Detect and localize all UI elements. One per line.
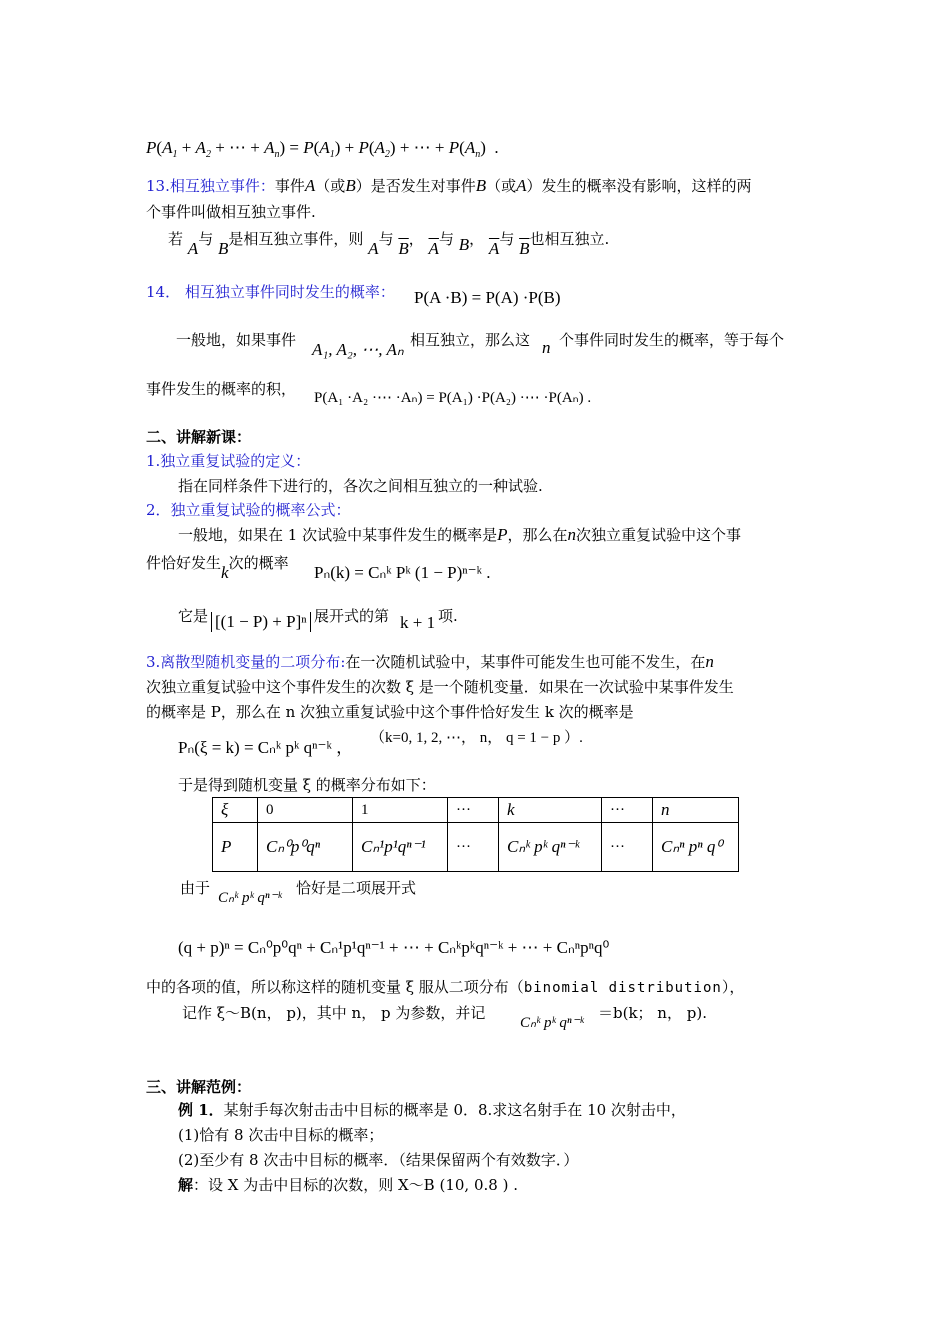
text-indep: 是相互独立事件，则 [228, 230, 364, 248]
table-cell: ··· [448, 798, 499, 823]
table-cell: Cₙ¹p¹qⁿ⁻¹ [353, 823, 448, 872]
text-ruo: 若 [168, 230, 184, 248]
var-b: B [458, 235, 470, 254]
section-3-heading: 三、讲解范例： [146, 1078, 252, 1096]
item-3-line3: 的概率是 P，那么在 n 次独立重复试验中这个事件恰好发生 k 次的概率是 [146, 703, 634, 721]
section-13-line3 [168, 229, 610, 258]
text-yu: 与 [499, 230, 515, 248]
var-a: A [516, 176, 527, 195]
item-2-line1 [178, 525, 741, 545]
table-cell: ξ [213, 798, 258, 823]
section-13-colon: ： [259, 177, 275, 195]
record-text-b: ＝b(k； n， p). [598, 1004, 707, 1022]
var-a-complement: $\overline{A}$ [488, 239, 500, 258]
item-3-title: 3.离散型随机变量的二项分布 [146, 653, 341, 671]
section-14-number: 14． [146, 283, 181, 301]
example-label: 例 1． [178, 1101, 224, 1119]
item-3-text: 在一次随机试验中，某事件可能发生也可能不发生，在 [345, 653, 706, 671]
var-p: P [497, 525, 508, 544]
var-b: B [217, 239, 229, 258]
since-text: 由于 [180, 879, 211, 897]
item-2-text: 一般地，如果在 1 次试验中某事件发生的概率是 [178, 526, 498, 544]
item-2-text: 次独立重复试验中这个事 [576, 526, 742, 544]
since-text-b: 恰好是二项展开式 [296, 879, 417, 897]
item-2-line3b [314, 606, 389, 626]
item-3-line1 [146, 652, 714, 672]
var-n: n [542, 338, 551, 357]
record-text: 记作 ξ～B(n， p)，其中 n， p 为参数，并记 [182, 1004, 486, 1022]
table-cell: ··· [448, 823, 499, 872]
record-line [182, 1003, 485, 1023]
table-cell: k [499, 798, 602, 823]
solution-text: ：设 X 为击中目标的次数，则 X～B (10, 0.8 ) . [193, 1176, 518, 1194]
section-14-line2c: 个事件同时发生的概率，等于每个 [559, 331, 785, 349]
since-expr: Cₙᵏ pᵏ qⁿ⁻ᵏ [218, 890, 282, 906]
item-1-body: 指在同样条件下进行的，各次之间相互独立的一种试验. [178, 477, 543, 495]
table-cell: n [653, 798, 739, 823]
term-index: k + 1 [400, 613, 436, 632]
text-comma: ， [469, 230, 485, 248]
section-13-title: 相互独立事件 [169, 177, 260, 195]
item-1-title: 1.独立重复试验的定义： [146, 452, 311, 470]
section-13-text: 事件 [274, 177, 305, 195]
section-2-heading: 二、讲解新课： [146, 428, 252, 446]
var-b: B [475, 176, 487, 195]
solution-line [178, 1175, 518, 1195]
conclusion-text: 中的各项的值，所以称这样的随机变量 ξ 服从二项分布（ [146, 978, 524, 996]
distribution-table [212, 797, 739, 872]
events-list: A₁, A₂, ⋯, Aₙ [312, 340, 404, 359]
table-cell: 1 [353, 798, 448, 823]
question-2: (2)至少有 8 次击中目标的概率．（结果保留两个有效数字．） [178, 1151, 579, 1169]
section-14-formula: P(A ·B) = P(A) ·P(B) [414, 288, 561, 307]
example-1-line [178, 1100, 686, 1120]
section-13-line2: 个事件叫做相互独立事件. [146, 203, 316, 221]
table-cell: Cₙⁿ pⁿ q⁰ [653, 823, 739, 872]
example-text: 某射手每次射击击中目标的概率是 0．8.求这名射手在 10 次射击中， [223, 1101, 686, 1119]
conclusion-line [146, 977, 744, 998]
var-b-complement: $\overline{B}$ [519, 239, 530, 258]
text-yu: 与 [198, 230, 214, 248]
section-14-text: 一般地，如果事件 [176, 331, 297, 349]
since-line [180, 878, 210, 898]
item-3-colon: : [340, 653, 346, 671]
table-row [213, 823, 739, 872]
record-expr: Cₙᵏ pᵏ qⁿ⁻ᵏ [520, 1015, 584, 1031]
item-2-formula: Pₙ(k) = Cₙᵏ Pᵏ (1 − P)ⁿ⁻ᵏ . [314, 563, 491, 582]
text-yu: 与 [438, 230, 454, 248]
var-b-complement: $\overline{B}$ [398, 239, 409, 258]
table-cell: Cₙᵏ pᵏ qⁿ⁻ᵏ [499, 823, 602, 872]
section-13-text: ）是否发生对事件 [355, 177, 476, 195]
section-14-line1 [146, 282, 395, 302]
section-14-text: 相互独立，那么这 [410, 331, 531, 349]
table-row [213, 798, 739, 823]
section-14-title: 相互独立事件同时发生的概率： [184, 283, 395, 301]
var-a: A [368, 239, 379, 258]
section-13-or: （或 [315, 177, 346, 195]
binomial-expansion: (q + p)ⁿ = Cₙ⁰p⁰qⁿ + Cₙ¹p¹qⁿ⁻¹ + ⋯ + Cₙᵏpᵏqⁿ⁻ᵏ + ⋯ + Cₙⁿpⁿq⁰ [178, 938, 610, 957]
item-2-line2 [146, 553, 289, 582]
section-13-number: 13. [146, 177, 170, 195]
solution-label: 解 [178, 1176, 194, 1194]
question-1: (1)恰有 8 次击中目标的概率； [178, 1126, 384, 1144]
section-14-line3: 事件发生的概率的积， [146, 380, 297, 398]
text-yu: 与 [378, 230, 394, 248]
var-n: n [705, 652, 714, 671]
item-3-formula: Pₙ(ξ = k) = Cₙᵏ pᵏ qⁿ⁻ᵏ ， [178, 738, 354, 757]
section-14-formula2: P(A₁ ·A₂ ·⋯ ·Aₙ) = P(A₁) ·P(A₂) ·⋯ ·P(Aₙ) . [314, 390, 592, 406]
var-k: k [221, 563, 229, 582]
item-2-text: 件恰好发生 [146, 554, 222, 572]
item-2-text: 次的概率 [228, 554, 289, 572]
section-14-line2b [410, 330, 530, 350]
section-13-or: （或 [486, 177, 517, 195]
item-2-text: 它是 [178, 607, 209, 625]
section-13-line1 [146, 176, 752, 196]
var-a: A [187, 239, 199, 258]
var-b: B [345, 176, 356, 195]
section-13-text: ）发生的概率没有影响，这样的两 [526, 177, 752, 195]
item-2-title: 2．独立重复试验的概率公式： [146, 501, 351, 519]
item-3-condition: （k=0, 1, 2, ⋯， n， q = 1 − p ）. [370, 730, 583, 746]
var-a: A [304, 176, 316, 195]
conclusion-text: ）， [721, 978, 745, 996]
text-also: 也相互独立. [529, 230, 610, 248]
var-a-complement: $\overline{A}$ [428, 239, 439, 258]
binomial-bracket-expr: [(1 − P) + P]ⁿ [211, 612, 311, 632]
table-cell: ··· [602, 823, 653, 872]
item-2-line3 [178, 606, 208, 626]
conclusion-english: binomial distribution [523, 980, 722, 996]
table-cell: 0 [258, 798, 353, 823]
table-cell: Cₙ⁰p⁰qⁿ [258, 823, 353, 872]
section-14-line2 [176, 330, 296, 350]
sum-formula: $P(A_1 + A_2$ + ⋯ + $A_n) = P(A_1) + P(A_2)$ + ⋯ + $P(A_n)$ . [146, 138, 499, 160]
text-comma: ， [408, 230, 424, 248]
table-cell: ··· [602, 798, 653, 823]
item-2-text: ，那么在 [507, 526, 568, 544]
item-2-text: 展开式的第 [314, 607, 390, 625]
item-2-line3c: 项. [438, 607, 458, 625]
distribution-intro: 于是得到随机变量 ξ 的概率分布如下： [178, 776, 436, 794]
table-cell: P [213, 823, 258, 872]
var-n: n [567, 525, 576, 544]
item-3-line2: 次独立重复试验中这个事件发生的次数 ξ 是一个随机变量．如果在一次试验中某事件发生 [146, 678, 734, 696]
